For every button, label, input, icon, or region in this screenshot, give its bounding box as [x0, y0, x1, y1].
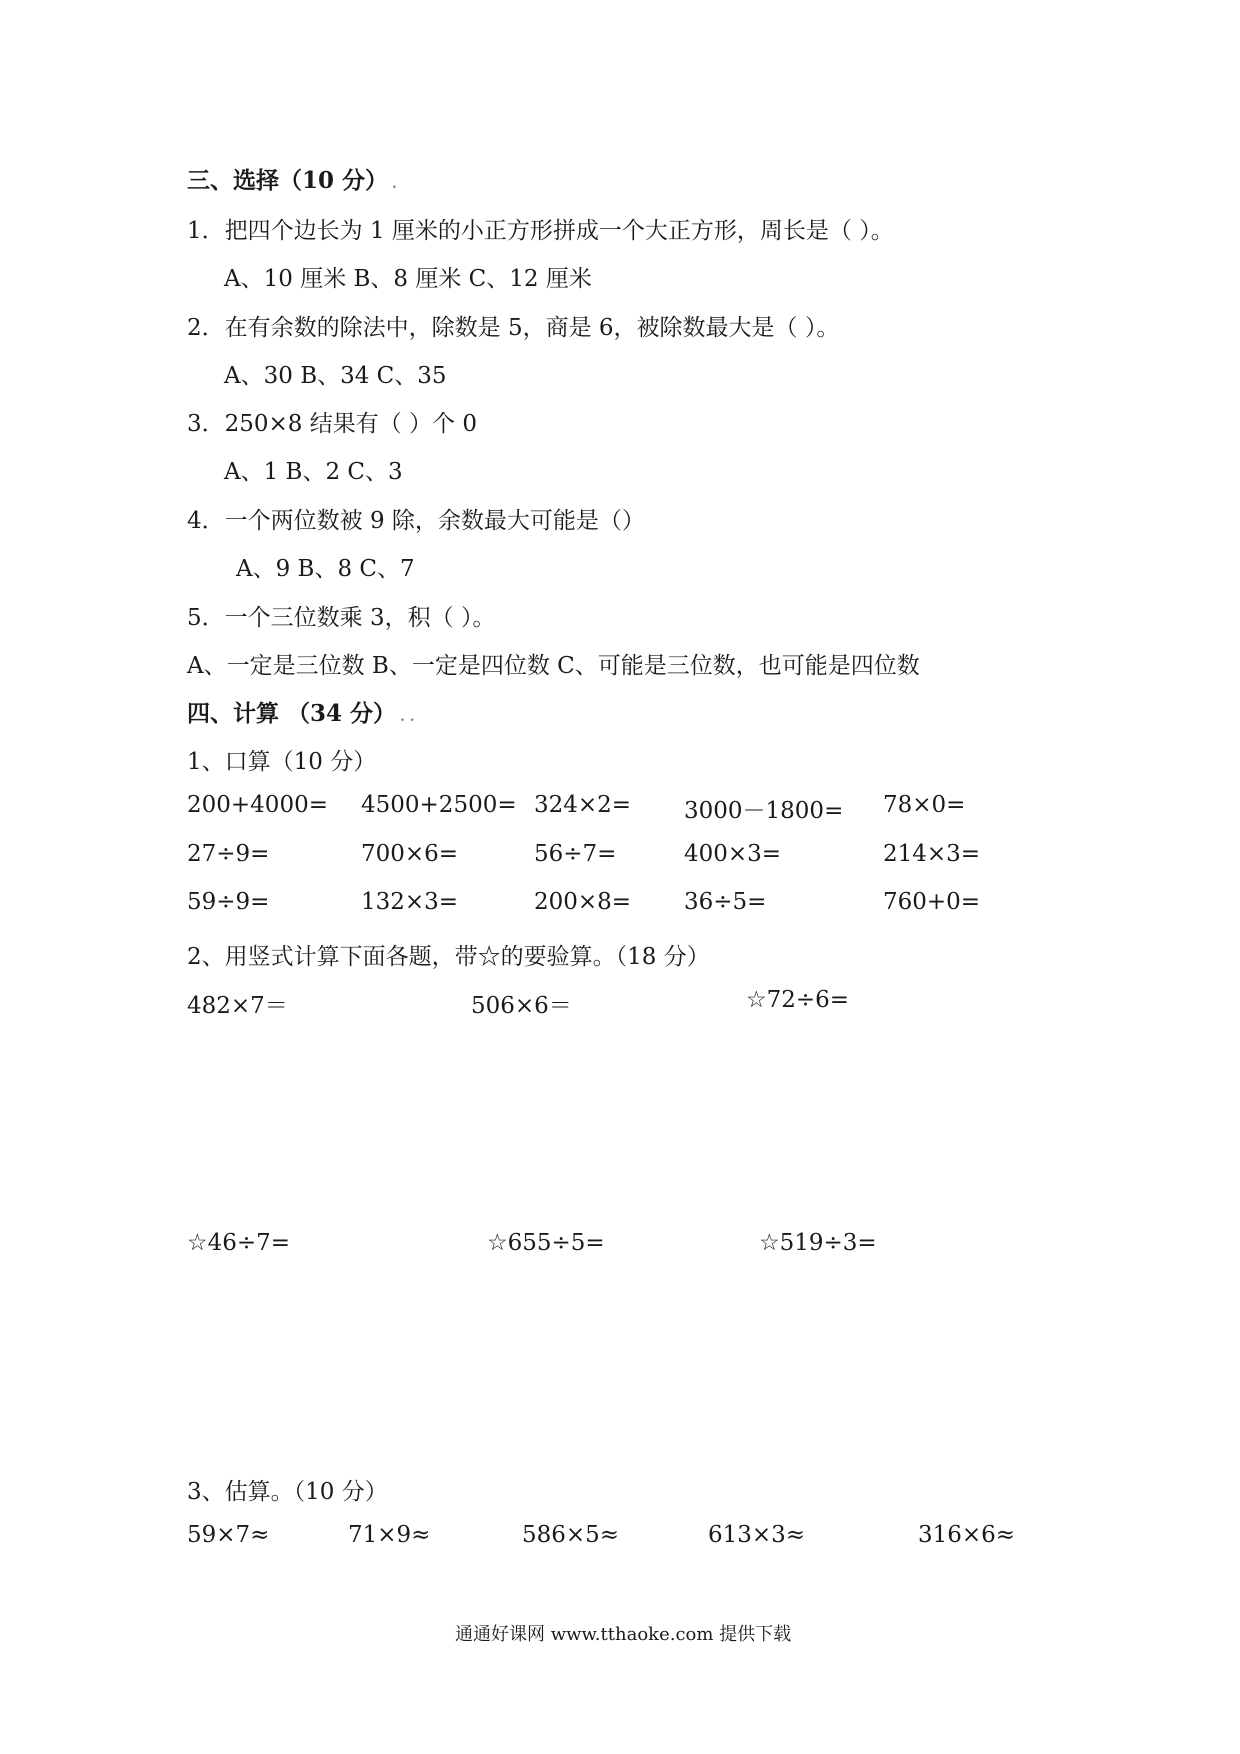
- oral-item: 27÷9=: [187, 841, 270, 867]
- question-5: 5．一个三位数乘 3，积（ ）。: [187, 605, 496, 631]
- question-4: 4．一个两位数被 9 除，余数最大可能是（）: [187, 508, 645, 534]
- oral-item: 760+0=: [883, 889, 981, 915]
- vertical-item: ☆72÷6=: [746, 987, 850, 1013]
- question-2: 2．在有余数的除法中，除数是 5，商是 6，被除数最大是（ ）。: [187, 315, 840, 341]
- vertical-item: ☆46÷7=: [187, 1230, 291, 1256]
- oral-calc-heading: 1、口算（10 分）: [187, 749, 377, 775]
- oral-item: 214×3=: [883, 841, 981, 867]
- oral-item: 400×3=: [684, 841, 782, 867]
- oral-item: 56÷7=: [534, 841, 617, 867]
- oral-item: 132×3=: [361, 889, 459, 915]
- oral-item: 200+4000=: [187, 792, 328, 818]
- vertical-calc-heading: 2、用竖式计算下面各题，带☆的要验算。（18 分）: [187, 944, 710, 970]
- question-1-options: A、10 厘米 B、8 厘米 C、12 厘米: [224, 266, 592, 292]
- vertical-item: ☆655÷5=: [487, 1230, 605, 1256]
- vertical-item: 482×7＝: [187, 993, 288, 1019]
- section-3-heading: 三、选择（10 分） .: [187, 167, 397, 194]
- question-5-options: A、一定是三位数 B、一定是四位数 C、可能是三位数，也可能是四位数: [187, 653, 920, 679]
- estimate-item: 316×6≈: [918, 1522, 1016, 1548]
- footer-text: 通通好课网 www.tthaoke.com 提供下载: [455, 1624, 792, 1645]
- oral-item: 700×6=: [361, 841, 459, 867]
- oral-item: 78×0=: [883, 792, 966, 818]
- estimate-item: 613×3≈: [708, 1522, 806, 1548]
- question-2-options: A、30 B、34 C、35: [224, 363, 447, 389]
- oral-item: 200×8=: [534, 889, 632, 915]
- vertical-item: ☆519÷3=: [759, 1230, 877, 1256]
- question-3: 3．250×8 结果有（ ）个 0: [187, 411, 478, 437]
- oral-item: 3000－1800=: [684, 798, 844, 824]
- stray-mark: .: [392, 176, 397, 192]
- vertical-item: 506×6＝: [471, 993, 572, 1019]
- stray-mark: . .: [400, 709, 415, 725]
- section-4-heading: 四、计算 （34 分） . .: [187, 700, 415, 727]
- estimate-heading: 3、估算。（10 分）: [187, 1479, 388, 1505]
- estimate-item: 586×5≈: [522, 1522, 620, 1548]
- estimate-item: 71×9≈: [348, 1522, 431, 1548]
- estimate-item: 59×7≈: [187, 1522, 270, 1548]
- oral-item: 59÷9=: [187, 889, 270, 915]
- question-3-options: A、1 B、2 C、3: [224, 459, 403, 485]
- question-4-options: A、9 B、8 C、7: [236, 556, 415, 582]
- oral-item: 36÷5=: [684, 889, 767, 915]
- question-1: 1．把四个边长为 1 厘米的小正方形拼成一个大正方形，周长是（ ）。: [187, 218, 894, 244]
- oral-item: 324×2=: [534, 792, 632, 818]
- oral-item: 4500+2500=: [361, 792, 517, 818]
